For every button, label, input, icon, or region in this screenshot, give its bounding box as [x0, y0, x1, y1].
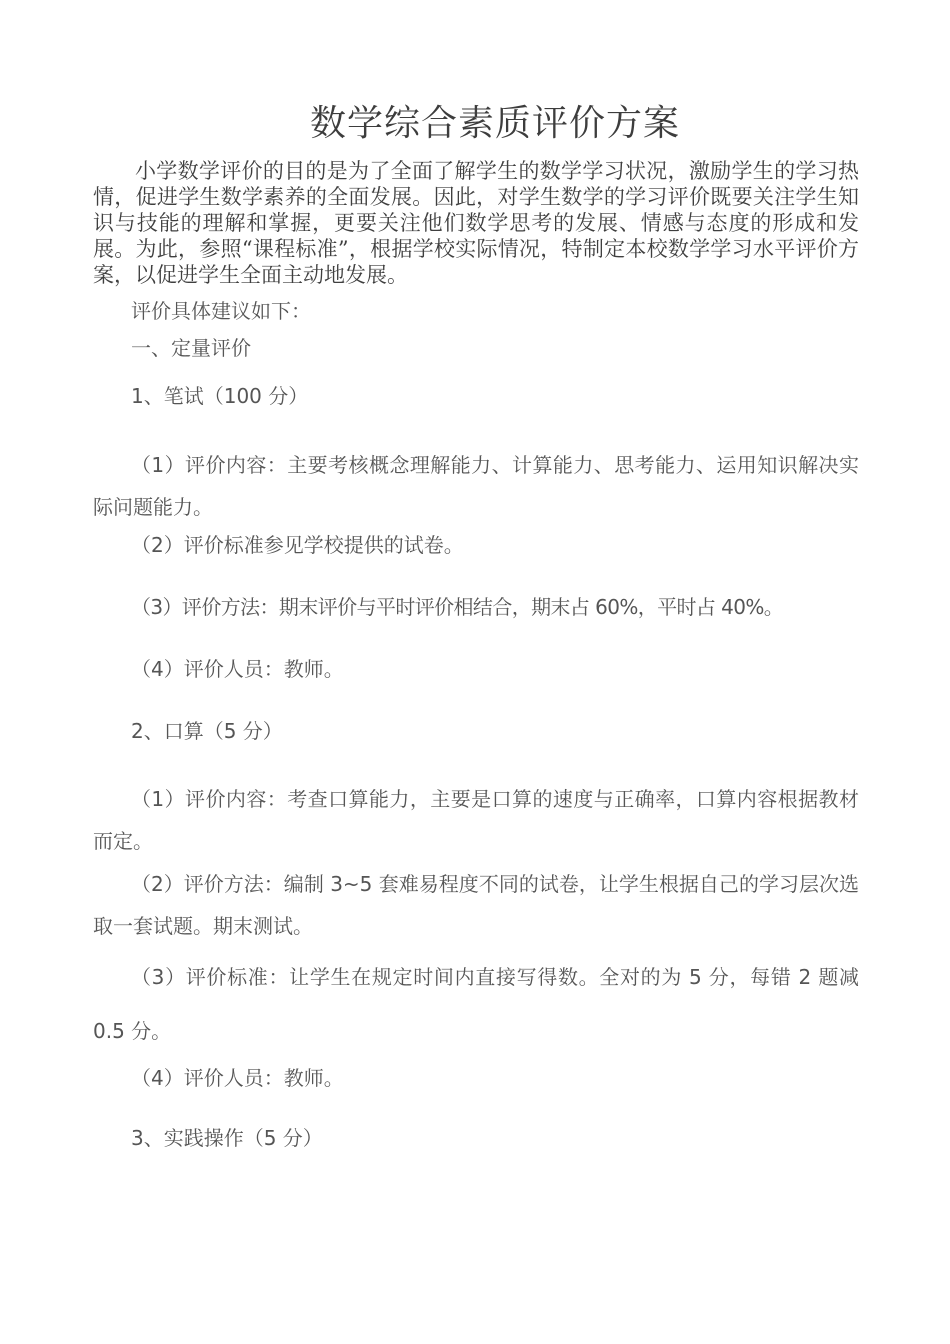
section-heading-quantitative: 一、定量评价	[131, 336, 251, 360]
written-test-standard: （2）评价标准参见学校提供的试卷。	[131, 533, 464, 557]
written-test-staff: （4）评价人员：教师。	[131, 657, 344, 681]
oral-calc-method: （2）评价方法：编制 3~5 套难易程度不同的试卷，让学生根据自己的学习层次选取一套试题。期末测试。	[93, 872, 859, 938]
oral-calc-content: （1）评价内容：考查口算能力，主要是口算的速度与正确率，口算内容根据教材而定。	[93, 787, 859, 853]
practice-heading: 3、实践操作（5 分）	[131, 1126, 323, 1150]
suggestion-heading: 评价具体建议如下：	[131, 299, 311, 323]
written-test-method: （3）评价方法：期末评价与平时评价相结合，期末占 60%，平时占 40%。	[131, 595, 784, 619]
written-test-content: （1）评价内容：主要考核概念理解能力、计算能力、思考能力、运用知识解决实际问题能力。	[93, 453, 859, 519]
intro-paragraph: 小学数学评价的目的是为了全面了解学生的数学学习状况，激励学生的学习热情，促进学生数学素养的全面发展。因此，对学生数学的学习评价既要关注学生知识与技能的理解和掌握，更要关注他们数学思考的发展、情感与态度的形成和发展。为此，参照“课程标准”，根据学校实际情况，特制定本校数学学习水平评价方案，以促进学生全面主动地发展。	[93, 159, 859, 287]
document-title: 数学综合素质评价方案	[309, 103, 680, 144]
oral-calc-standard: （3）评价标准：让学生在规定时间内直接写得数。全对的为 5 分，每错 2 题减 0.5 分。	[93, 965, 859, 1043]
written-test-heading: 1、笔试（100 分）	[131, 384, 309, 408]
oral-calc-heading: 2、口算（5 分）	[131, 719, 283, 743]
oral-calc-staff: （4）评价人员：教师。	[131, 1066, 344, 1090]
